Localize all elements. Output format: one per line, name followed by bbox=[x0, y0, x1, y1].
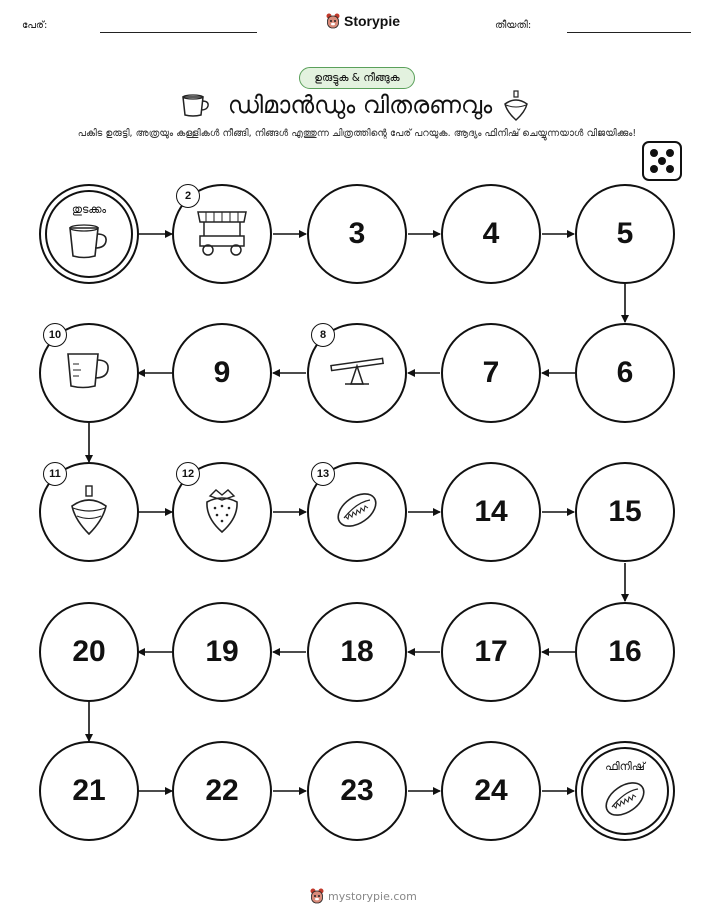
cell-number: 17 bbox=[474, 635, 508, 668]
cell-number: 22 bbox=[205, 774, 239, 807]
board-cell-6[interactable] bbox=[575, 323, 675, 423]
cell-number: 15 bbox=[608, 495, 642, 528]
measuring-cup-icon bbox=[64, 350, 114, 396]
board-cell-2[interactable] bbox=[172, 184, 272, 284]
cell-number: 4 bbox=[482, 217, 500, 250]
name-label: പേര്: bbox=[22, 20, 48, 31]
board-cell-7[interactable] bbox=[441, 323, 541, 423]
start-cell[interactable] bbox=[39, 184, 139, 284]
board-cell-14[interactable] bbox=[441, 462, 541, 562]
board-cell-21[interactable] bbox=[39, 741, 139, 841]
board-cell-16[interactable] bbox=[575, 602, 675, 702]
board-cell-8[interactable] bbox=[307, 323, 407, 423]
cocoa-pod-icon bbox=[333, 488, 381, 536]
spinning-top-icon bbox=[69, 484, 109, 540]
cell-number: 23 bbox=[340, 774, 374, 807]
board-cell-5[interactable] bbox=[575, 184, 675, 284]
footer-url[interactable]: mystorypie.com bbox=[328, 889, 417, 903]
cell-number-badge: 8 bbox=[311, 323, 335, 347]
board-cell-20[interactable] bbox=[39, 602, 139, 702]
game-type-tag: ഉരുട്ടുക & നീങ്ങുക bbox=[299, 67, 415, 89]
board-cell-15[interactable] bbox=[575, 462, 675, 562]
cell-number: 18 bbox=[340, 635, 374, 668]
cell-number: 7 bbox=[482, 356, 500, 389]
board-cell-13[interactable] bbox=[307, 462, 407, 562]
board-cell-24[interactable] bbox=[441, 741, 541, 841]
cell-number-badge: 10 bbox=[43, 323, 67, 347]
board-cell-4[interactable] bbox=[441, 184, 541, 284]
cell-number: 3 bbox=[348, 217, 366, 250]
finish-label: ഫിനിഷ് bbox=[605, 760, 645, 773]
cell-number: 20 bbox=[72, 635, 106, 668]
cell-number: 14 bbox=[474, 495, 508, 528]
cell-number: 16 bbox=[608, 635, 642, 668]
cell-number: 5 bbox=[616, 217, 634, 250]
strawberry-icon bbox=[202, 486, 242, 538]
seesaw-icon bbox=[329, 354, 385, 392]
cup-icon bbox=[65, 222, 113, 266]
board-cell-19[interactable] bbox=[172, 602, 272, 702]
instructions: പകിട ഉരുട്ടി, അത്രയും കള്ളികൾ നീങ്ങി, നിങ്ങൾ എത്തുന്ന ചിത്രത്തിന്റെ പേര് പറയുക. ആദ്യം ഫിനിഷ് ചെയ്യുന്നയാൾ വിജയിക്കും! bbox=[77, 128, 637, 139]
date-label: തീയതി: bbox=[495, 20, 532, 31]
board-cell-18[interactable] bbox=[307, 602, 407, 702]
cell-number-badge: 13 bbox=[311, 462, 335, 486]
finish-cell[interactable] bbox=[575, 741, 675, 841]
board-cell-12[interactable] bbox=[172, 462, 272, 562]
cell-number: 19 bbox=[205, 635, 239, 668]
cell-number: 6 bbox=[616, 356, 634, 389]
cocoa-pod-icon bbox=[601, 777, 649, 825]
cell-number-badge: 11 bbox=[43, 462, 67, 486]
cell-number: 24 bbox=[474, 774, 508, 807]
market-cart-icon bbox=[194, 208, 250, 260]
cell-number-badge: 12 bbox=[176, 462, 200, 486]
cell-number: 9 bbox=[213, 356, 231, 389]
bear-mascot-icon bbox=[310, 888, 324, 904]
start-label: തുടക്കം bbox=[71, 203, 107, 216]
cell-number: 21 bbox=[72, 774, 106, 807]
board-cell-17[interactable] bbox=[441, 602, 541, 702]
cell-number-badge: 2 bbox=[176, 184, 200, 208]
brand-name: Storypie bbox=[344, 13, 401, 29]
board-cell-11[interactable] bbox=[39, 462, 139, 562]
board-cell-22[interactable] bbox=[172, 741, 272, 841]
board-cell-3[interactable] bbox=[307, 184, 407, 284]
footer bbox=[310, 888, 417, 904]
page-title: ഡിമാൻഡും വിതരണവും bbox=[227, 91, 493, 119]
board-cell-10[interactable] bbox=[39, 323, 139, 423]
board-cell-9[interactable] bbox=[172, 323, 272, 423]
board-cell-23[interactable] bbox=[307, 741, 407, 841]
